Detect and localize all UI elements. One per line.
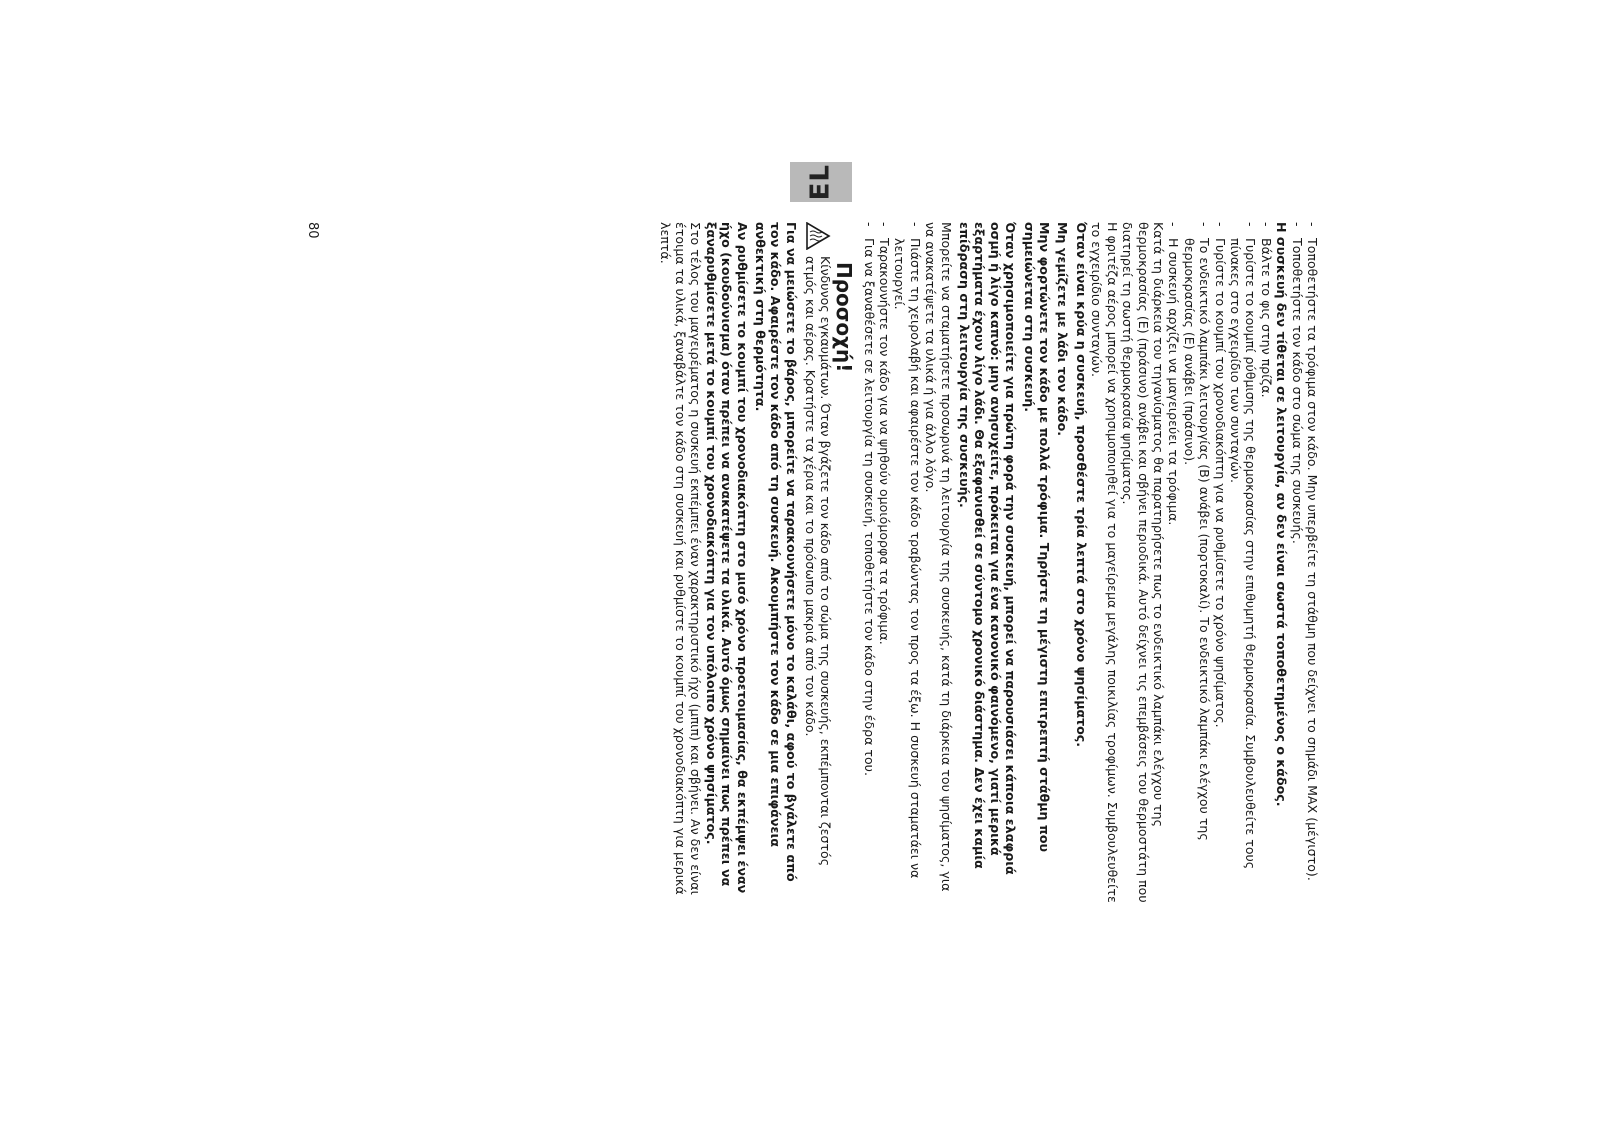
list-item: - Πιάστε τη χειρολαβή και αφαιρέστε τον κάδο τραβώντας τον προς τα έξω. Η συσκευή σταματάει να λειτουργεί. xyxy=(892,222,923,879)
warning-title: Προσοχή! xyxy=(832,262,857,373)
language-code: EL xyxy=(805,163,836,201)
manual-page xyxy=(270,163,1320,903)
first-use-note: Όταν χρησιμοποιείτε για πρώτη φορά την συσκευή, μπορεί να παρουσιάσει κάποια ελαφριά οσμή ή λίγο καπνό: μην ανησυχείτε, πρόκειται για ένα κανονικό φαινόμενο, γιατί μερικά εξαρτήματα έχουν λίγο λάδι. Θα εξαφανισθεί σε σύντομο χρονικό διάστημα. Δεν έχει καμία επίδραση στη λειτουργία της συσκευής. xyxy=(957,222,1019,875)
list-item: - Τοποθετήστε τα τρόφιμα στον κάδο. Μην υπερβείτε τη στάθμη που δείχνει το σημάδι MAX (μέγιστο). xyxy=(1305,222,1320,881)
overload-note: Μην φορτώνετε τον κάδο με πολλά τρόφιμα. Τηρήστε τη μέγιστη επιτρεπτή στάθμη που σημειώνεται στη συσκευή. xyxy=(1021,222,1053,853)
list-item: - Για να ξαναθέσετε σε λειτουργία τη συσκευή, τοποθετήστε τον κάδο στην έδρα του. xyxy=(861,222,877,776)
basket-warning: Η συσκευή δεν τίθεται σε λειτουργία, αν δεν είναι σωστά τοποθετημένος ο κάδος. xyxy=(1274,222,1290,807)
list-item: - Τοποθετήστε τον κάδο στο σώμα της συσκευής. xyxy=(1289,222,1305,544)
list-item: - Γυρίστε το κουμπί ρύθμισης της θερμοκρασίας στην επιθυμητή θερμοκρασία. Συμβουλευθείτε τους πίνακες στο εγχειρίδιο των συνταγών. xyxy=(1227,222,1259,870)
list-item: - Η συσκευή αρχίζει να μαγειρεύει τα τρόφιμα. xyxy=(1166,222,1182,526)
stop-paragraph: Μπορείτε να σταματήσετε προσωρινά τη λειτουργία της συσκευής, κατά τη διάρκεια του ψησίματος, για να ανακατέψετε τα υλικά ή για άλλο λόγο. xyxy=(923,222,954,892)
list-item: - Ταρακουνήστε τον κάδο για να ψηθούν ομοιόμορφα τα τρόφιμα. xyxy=(877,222,893,645)
list-item: - Βάλτε το φις στην πρίζα. xyxy=(1258,222,1274,398)
no-oil-note: Μη γεμίζετε με λάδι τον κάδο. xyxy=(1055,222,1071,437)
content-column xyxy=(657,222,1320,907)
shake-note: Για να μειώσετε το βάρος, μπορείτε να ταρακουνήσετε μόνο το καλάθι, αφού το βγάλετε από τον κάδο. Αφαιρέστε τον κάδο από τη συσκευή. Ακουμπήστε τον κάδο σε μια επιφάνεια ανθεκτική στη θερμότητα. xyxy=(753,222,799,882)
list-item: - Το ενδεικτικό λαμπάκι λειτουργίας (Β) ανάβει (πορτοκαλί). Το ενδεικτικό λαμπάκι ελέγχου της θερμοκρασίας (Ε) ανάβει (πράσινο). xyxy=(1181,222,1213,841)
cold-appliance-note: Όταν είναι κρύα η συσκευή, προσθέστε τρία λεπτά στο χρόνο ψησίματος. xyxy=(1073,222,1089,748)
language-tab xyxy=(790,162,852,202)
warning-block xyxy=(802,222,833,907)
hot-steam-warning-icon xyxy=(802,222,833,256)
end-paragraph: Στο τέλος του μαγειρέματος η συσκευή εκπέμπει έναν χαρακτηριστικό ήχο (μπιπ) και σβήνει. Αν δεν είναι έτοιμα τα υλικά, ξαναβάλτε τον κάδο στη συσκευή και ρυθμίστε το κουμπί του χρονοδιακόπτη για μερικά λεπτά. xyxy=(657,222,704,895)
fryer-paragraph: Η φριτέζα αέρος μπορεί να χρησιμοποιηθεί για το μαγείρεμα μεγάλης ποικιλίας τροφίμων. Συμβουλευθείτε το εγχειρίδιο συνταγών. xyxy=(1089,222,1120,903)
timer-note: Αν ρυθμίσετε το κουμπί του χρονοδιακόπτη στο μισό χρόνο προετοιμασίας, θα εκπέμψει έναν ήχο (κουδούνισμα) όταν πρέπει να ανακατέψετε τα υλικά. Αυτό όμως σημαίνει πως πρέπει να ξαναρυθμίσετε μετά το κουμπί του χρονοδιακόπτη για τον υπόλοιπο χρόνο ψησίματος. xyxy=(703,222,750,894)
warning-header xyxy=(833,222,855,907)
thermostat-paragraph: Κατά τη διάρκεια του τηγανίσματος θα παρατηρήσετε πως το ενδεικτικό λαμπάκι ελέγχου της θερμοκρασίας (Ε) (πράσινο) ανάβει και σβήνει περιοδικά. Αυτό δείχνει τις επεμβάσεις του θερμοστάτη που διατηρεί τη σωστή θερμοκρασία ψησίματος. xyxy=(1120,222,1166,903)
warning-text: Κίνδυνος εγκαυμάτων. Όταν βγάζετε τον κάδο από το σώμα της συσκευής, εκπέμπονται ζεστός ατμός και αέρας. Κρατήστε τα χέρια και το πρόσωπο μακριά από τον κάδο. xyxy=(802,256,834,867)
list-item: - Γυρίστε το κουμπί του χρονοδιακόπτη για να ρυθμίσετε το χρόνο ψησίματος. xyxy=(1212,222,1228,728)
page-number: 80 xyxy=(305,222,320,239)
